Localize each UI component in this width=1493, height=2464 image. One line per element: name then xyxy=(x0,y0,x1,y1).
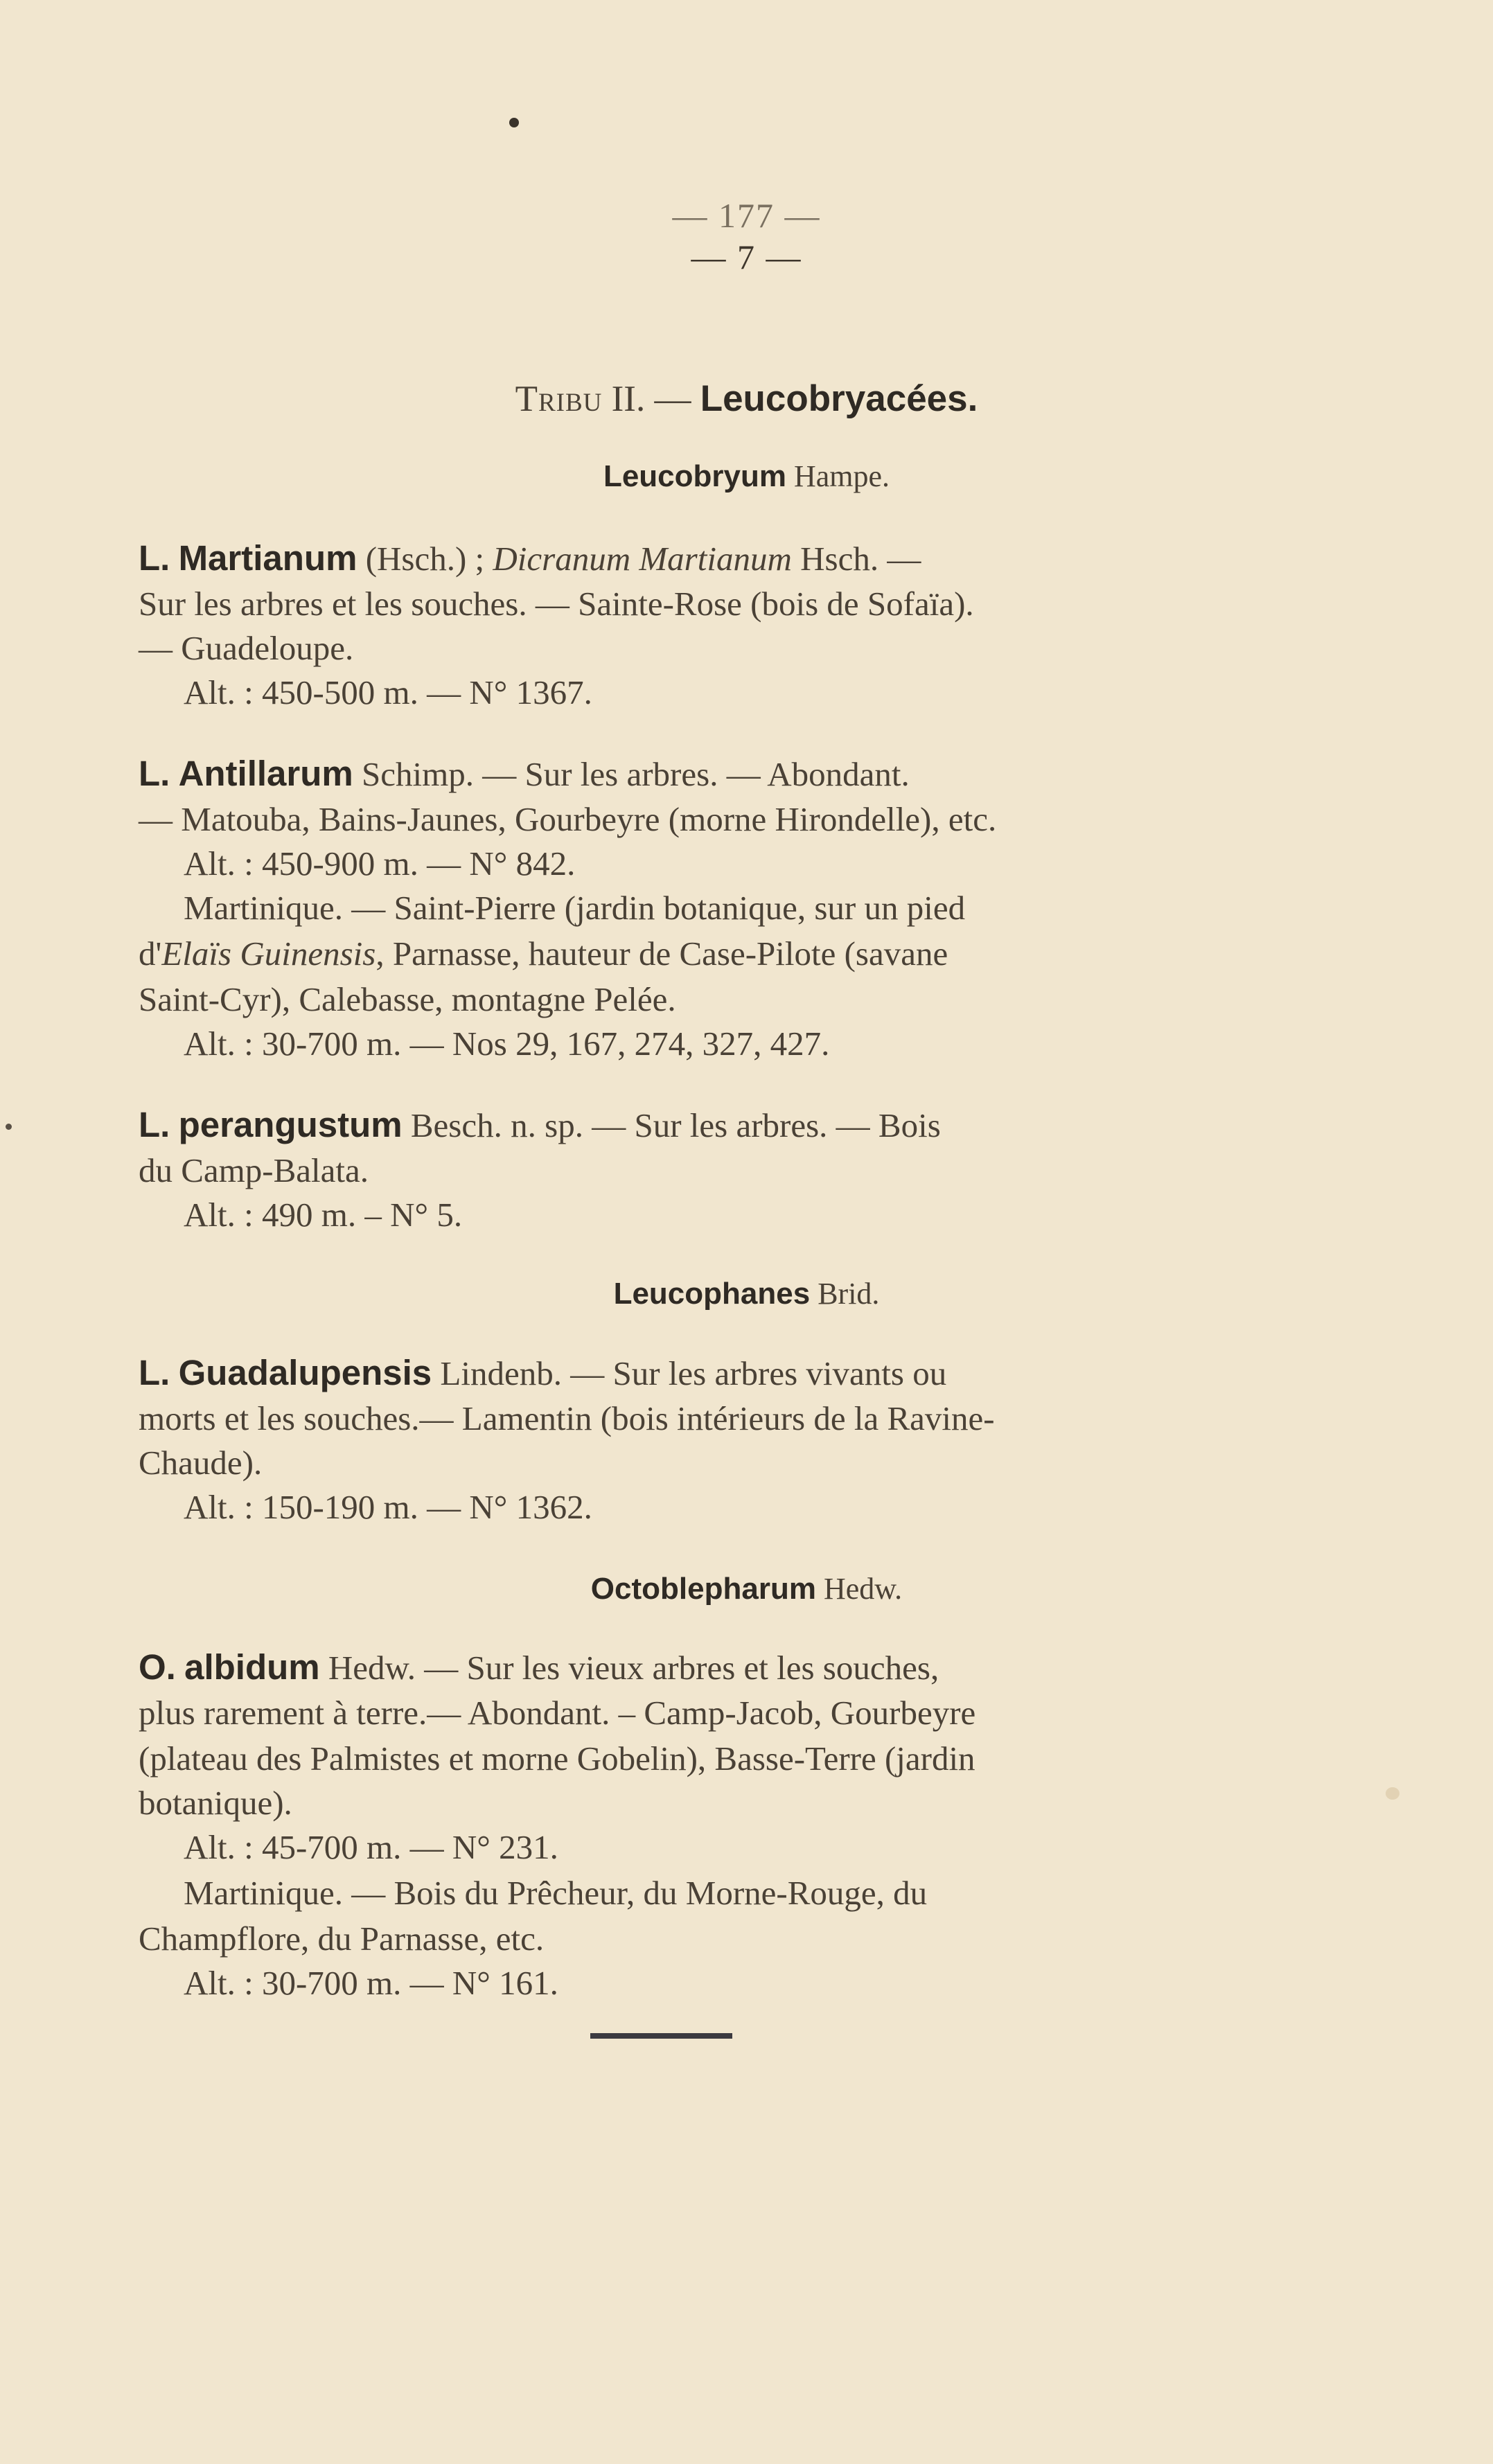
species-abbr: L. xyxy=(139,1353,170,1392)
genus-heading-octoblepharum xyxy=(0,1571,1493,1606)
text-line xyxy=(139,930,1178,977)
species-line-perangustum xyxy=(139,1101,1178,1149)
species-text: Lindenb. — Sur les arbres vivants ou xyxy=(432,1354,947,1392)
host-plant: Elaïs Guinensis xyxy=(161,934,376,973)
genus-name: Leucophanes xyxy=(613,1277,811,1311)
species-text: Besch. n. sp. — Sur les arbres. — Bois xyxy=(402,1106,941,1144)
text-line: — Guadeloupe. xyxy=(139,629,354,667)
synonym: Dicranum Martianum xyxy=(493,540,792,578)
altitude-line: Alt. : 150-190 m. — N° 1362. xyxy=(184,1488,592,1526)
text-line: Martinique. — Saint-Pierre (jardin botanique, sur un pied xyxy=(184,889,966,927)
genus-heading-leucophanes xyxy=(0,1276,1493,1311)
genus-author: Brid. xyxy=(818,1277,880,1311)
species-line-martianum xyxy=(139,535,1178,583)
page-number-original: — 177 — xyxy=(672,196,821,235)
tribe-label: Tribu xyxy=(515,379,603,419)
species-text: Hsch. — xyxy=(791,540,921,578)
species-name: Guadalupensis xyxy=(178,1353,432,1392)
ink-dot-margin xyxy=(6,1124,12,1130)
text-line: Sur les arbres et les souches. — Sainte-Rose (bois de Sofaïa). xyxy=(139,585,974,623)
species-name: Martianum xyxy=(178,538,357,578)
species-abbr: L. xyxy=(139,538,170,578)
genus-author: Hedw. xyxy=(823,1572,903,1606)
family-name: Leucobryacées. xyxy=(700,378,978,419)
text-fragment: d' xyxy=(139,934,162,973)
page-number-offprint: — 7 — xyxy=(691,238,802,276)
altitude-line: Alt. : 45-700 m. — N° 231. xyxy=(184,1828,558,1866)
text-line: morts et les souches.— Lamentin (bois intérieurs de la Ravine- xyxy=(139,1399,995,1437)
species-abbr: O. xyxy=(139,1647,176,1687)
altitude-line: Alt. : 30-700 m. — N° 161. xyxy=(184,1964,558,2002)
text-line: (plateau des Palmistes et morne Gobelin), Basse-Terre (jardin xyxy=(139,1739,975,1778)
paper-speck xyxy=(1386,1787,1399,1800)
altitude-line: Alt. : 450-500 m. — N° 1367. xyxy=(184,673,592,711)
species-text: Hedw. — Sur les vieux arbres et les souches, xyxy=(319,1649,939,1687)
species-line-antillarum xyxy=(139,750,1178,798)
genus-author: Hampe. xyxy=(793,459,890,493)
species-text: (Hsch.) ; xyxy=(365,540,493,578)
text-line: — Matouba, Bains-Jaunes, Gourbeyre (morne Hirondelle), etc. xyxy=(139,800,997,838)
tribe-heading xyxy=(0,378,1493,420)
altitude-line: Alt. : 490 m. – N° 5. xyxy=(184,1196,463,1234)
species-abbr: L. xyxy=(139,754,170,793)
end-rule xyxy=(590,2033,732,2039)
altitude-line: Alt. : 30-700 m. — Nos 29, 167, 274, 327, 427. xyxy=(184,1025,830,1063)
text-line: du Camp-Balata. xyxy=(139,1151,369,1189)
genus-heading-leucobryum xyxy=(0,459,1493,494)
text-line: Champflore, du Parnasse, etc. xyxy=(139,1920,545,1958)
species-abbr: L. xyxy=(139,1105,170,1144)
species-name: Antillarum xyxy=(178,754,353,793)
species-name: albidum xyxy=(184,1647,320,1687)
tribe-number: II. — xyxy=(611,379,691,419)
genus-name: Octoblepharum xyxy=(590,1572,816,1606)
genus-name: Leucobryum xyxy=(603,459,786,493)
altitude-line: Alt. : 450-900 m. — N° 842. xyxy=(184,844,576,883)
species-line-guadalupensis xyxy=(139,1349,1178,1397)
species-text: Schimp. — Sur les arbres. — Abondant. xyxy=(353,755,910,793)
ink-dot xyxy=(509,118,519,127)
text-fragment: , Parnasse, hauteur de Case-Pilote (savane xyxy=(376,934,948,973)
species-name: perangustum xyxy=(178,1105,403,1144)
text-line: botanique). xyxy=(139,1784,292,1822)
species-line-albidum xyxy=(139,1644,1178,1692)
text-line: plus rarement à terre.— Abondant. – Camp-Jacob, Gourbeyre xyxy=(139,1694,976,1732)
text-line: Chaude). xyxy=(139,1444,263,1482)
text-line: Saint-Cyr), Calebasse, montagne Pelée. xyxy=(139,980,676,1018)
text-line: Martinique. — Bois du Prêcheur, du Morne-Rouge, du xyxy=(184,1874,928,1912)
